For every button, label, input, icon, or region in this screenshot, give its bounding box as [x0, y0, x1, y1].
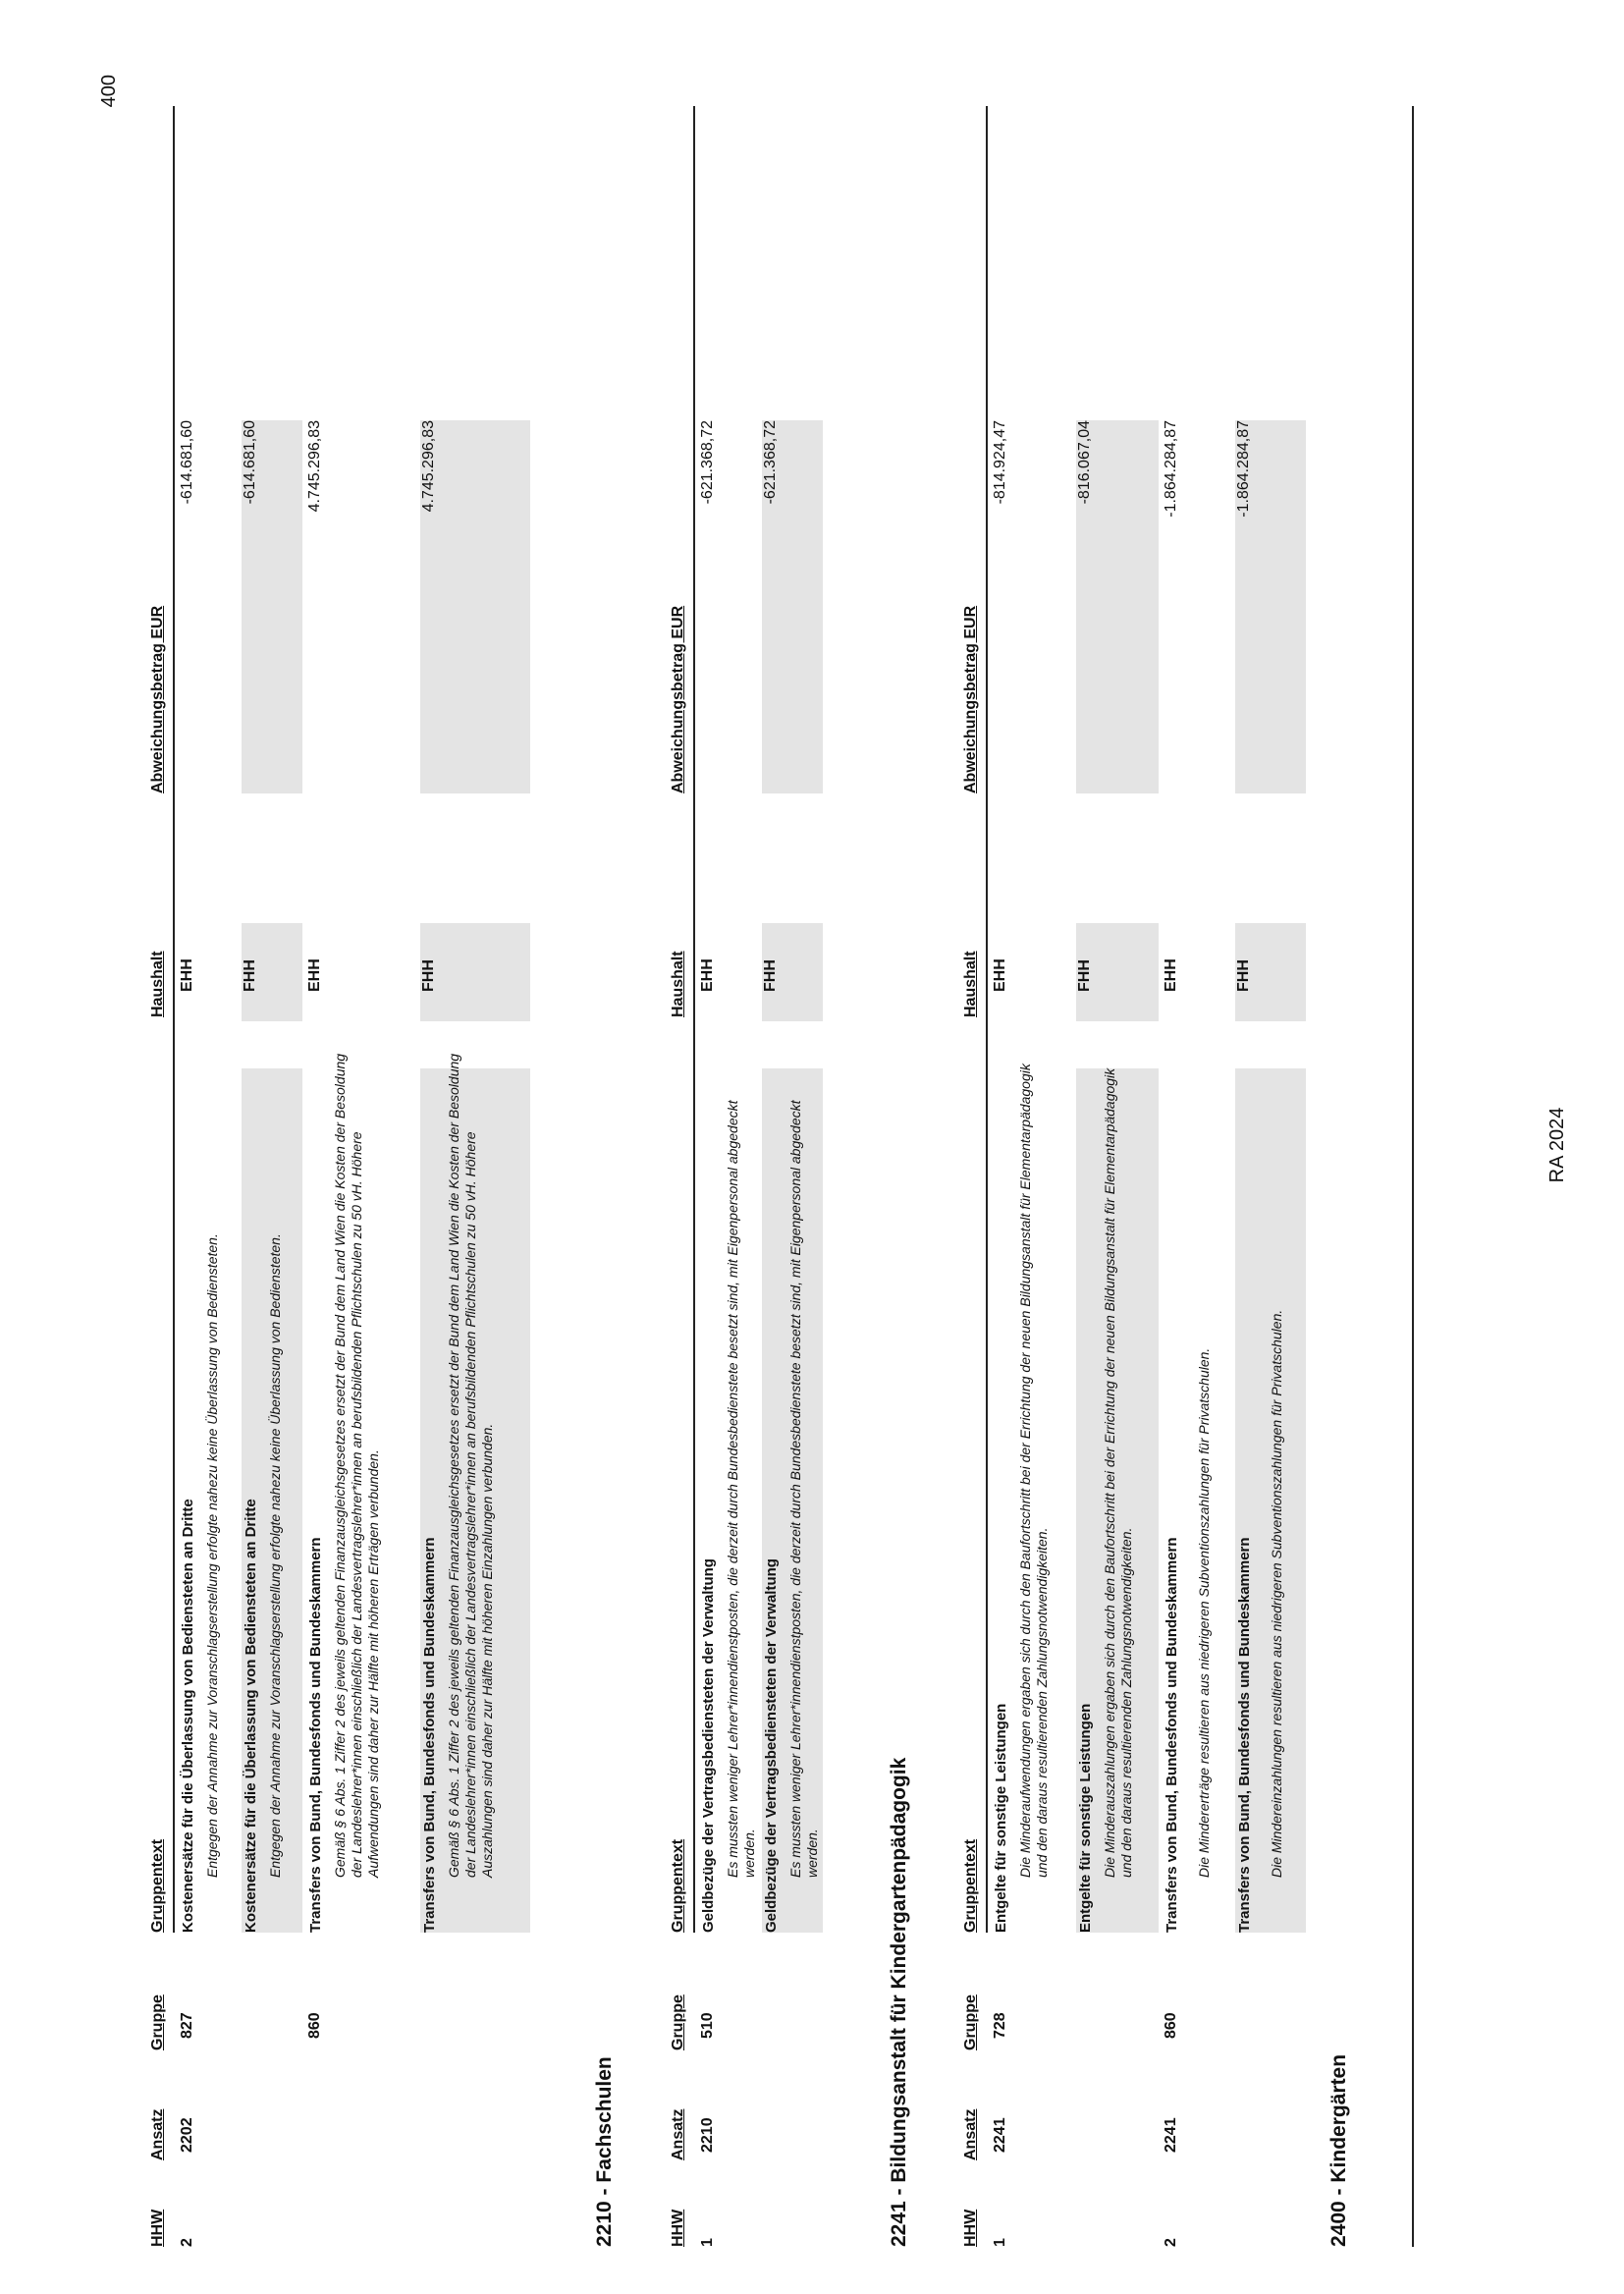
ansatz-value: 2241 — [992, 2117, 1008, 2153]
amount-value: 4.745.296,83 — [306, 420, 323, 513]
ansatz-value: 2241 — [1163, 2117, 1179, 2153]
haushalt-value: EHH — [992, 958, 1008, 992]
table-row — [1235, 106, 1306, 2247]
col-abweichung: Abweichungsbetrag EUR — [670, 605, 686, 793]
gruppe-value: 827 — [179, 2012, 195, 2039]
group-title: Entgelte für sonstige Leistungen — [1077, 1703, 1094, 1933]
haushalt-value: FHH — [1235, 959, 1252, 992]
haushalt-value: EHH — [699, 958, 716, 992]
group-title: Transfers von Bund, Bundesfonds und Bundeskammern — [307, 1537, 324, 1933]
col-abweichung: Abweichungsbetrag EUR — [962, 605, 979, 793]
header-rule — [173, 106, 175, 1933]
header-rule — [693, 106, 695, 1933]
col-hhw: HHW — [149, 2209, 166, 2247]
group-explanation: Entgegen der Annahme zur Voranschlagserstellung erfolgte nahezu keine Überlassung von Bediensteten. — [204, 1233, 220, 1878]
table-row — [762, 106, 823, 2247]
group-explanation: Die Mindereinzahlungen resultieren aus niedrigeren Subventionszahlungen für Privatschulen. — [1269, 1309, 1284, 1878]
haushalt-value: FHH — [242, 959, 258, 992]
amount-value: -814.924,47 — [992, 420, 1008, 505]
group-explanation: Gemäß § 6 Abs. 1 Ziffer 2 des jeweils geltenden Finanzausgleichsgesetzes ersetzt der Bund dem Land Wien die Kosten der Besoldung der Landeslehrer*innen einschließlich der Landesvertragslehrer*innen an berufsbildenden Pflichtschulen zu 50 vH. Höhere Aufwendungen sind daher zur Hälfte mit höheren Erträgen verbunden. — [332, 1053, 381, 1878]
group-title: Kostenersätze für die Überlassung von Bediensteten an Dritte — [180, 1499, 196, 1933]
group-title: Transfers von Bund, Bundesfonds und Bundeskammern — [1236, 1537, 1253, 1933]
haushalt-value: EHH — [179, 958, 195, 992]
page-number: 400 — [98, 75, 120, 108]
table-row — [306, 106, 416, 2247]
header-rule — [986, 106, 988, 1933]
col-haushalt: Haushalt — [670, 951, 686, 1017]
haushalt-value: FHH — [1076, 959, 1093, 992]
haushalt-value: EHH — [306, 958, 323, 992]
amount-value: -1.864.284,87 — [1235, 420, 1252, 518]
gruppe-value: 860 — [306, 2012, 323, 2039]
amount-value: -621.368,72 — [762, 420, 779, 505]
group-explanation: Gemäß § 6 Abs. 1 Ziffer 2 des jeweils geltenden Finanzausgleichsgesetzes ersetzt der Bund dem Land Wien die Kosten der Besoldung der Landeslehrer*innen einschließlich der Landesvertragslehrer*innen an berufsbildenden Pflichtschulen zu 50 vH. Höhere Auszahlungen sind daher zur Hälfte mit höheren Einzahlungen verbunden. — [446, 1053, 495, 1878]
col-abweichung: Abweichungsbetrag EUR — [149, 605, 166, 793]
group-explanation: Es mussten weniger Lehrer*innendienstposten, die derzeit durch Bundesbedienstete besetzt sind, mit Eigenpersonal abgedeckt werden. — [787, 1100, 820, 1878]
section-title-2210: 2210 - Fachschulen — [593, 2056, 616, 2247]
table-row — [242, 106, 302, 2247]
amount-value: -816.067,04 — [1076, 420, 1093, 505]
group-title: Geldbezüge der Vertragsbediensteten der Verwaltung — [700, 1558, 717, 1933]
group-explanation: Die Mindererträge resultieren aus niedrigeren Subventionszahlungen für Privatschulen. — [1196, 1347, 1212, 1878]
table-row — [179, 106, 240, 2247]
group-explanation: Entgegen der Annahme zur Voranschlagserstellung erfolgte nahezu keine Überlassung von Bediensteten. — [267, 1233, 283, 1878]
section-rule — [1412, 106, 1414, 2247]
table-row — [699, 106, 760, 2247]
hhw-value: 2 — [1163, 2238, 1179, 2247]
haushalt-value: FHH — [762, 959, 779, 992]
hhw-value: 2 — [179, 2238, 195, 2247]
table-row — [1163, 106, 1233, 2247]
section-title-2400: 2400 - Kindergärten — [1327, 2053, 1350, 2247]
group-title: Transfers von Bund, Bundesfonds und Bundeskammern — [421, 1537, 438, 1933]
col-gruppe: Gruppe — [149, 1994, 166, 2050]
col-ansatz: Ansatz — [670, 2108, 686, 2160]
hhw-value: 1 — [699, 2238, 716, 2247]
hhw-value: 1 — [992, 2238, 1008, 2247]
group-explanation: Die Minderauszahlungen ergaben sich durch den Baufortschritt bei der Errichtung der neuen Bildungsanstalt für Elementarpädagogik und den daraus resultierenden Zahlungsnotwendigkeiten. — [1102, 1067, 1134, 1878]
group-explanation: Es mussten weniger Lehrer*innendienstposten, die derzeit durch Bundesbedienstete besetzt sind, mit Eigenpersonal abgedeckt werden. — [725, 1100, 757, 1878]
footer-label: RA 2024 — [1546, 1107, 1568, 1183]
col-gruppentext: Gruppentext — [670, 1838, 686, 1933]
table-row — [420, 106, 530, 2247]
gruppe-value: 860 — [1163, 2012, 1179, 2039]
haushalt-value: EHH — [1163, 958, 1179, 992]
group-title: Transfers von Bund, Bundesfonds und Bundeskammern — [1164, 1537, 1180, 1933]
col-gruppentext: Gruppentext — [962, 1838, 979, 1933]
col-ansatz: Ansatz — [149, 2108, 166, 2160]
ansatz-value: 2202 — [179, 2117, 195, 2153]
group-title: Geldbezüge der Vertragsbediensteten der Verwaltung — [763, 1558, 780, 1933]
col-haushalt: Haushalt — [149, 951, 166, 1017]
col-hhw: HHW — [962, 2209, 979, 2247]
gruppe-value: 510 — [699, 2012, 716, 2039]
amount-value: 4.745.296,83 — [420, 420, 437, 513]
col-haushalt: Haushalt — [962, 951, 979, 1017]
amount-value: -621.368,72 — [699, 420, 716, 505]
group-explanation: Die Minderaufwendungen ergaben sich durch den Baufortschritt bei der Errichtung der neuen Bildungsanstalt für Elementarpädagogik und den daraus resultierenden Zahlungsnotwendigkeiten. — [1017, 1064, 1050, 1878]
group-title: Entgelte für sonstige Leistungen — [993, 1703, 1009, 1933]
ansatz-value: 2210 — [699, 2117, 716, 2153]
col-gruppe: Gruppe — [962, 1994, 979, 2050]
col-ansatz: Ansatz — [962, 2108, 979, 2160]
section-title-2241: 2241 - Bildungsanstalt für Kindergartenpädagogik — [888, 1757, 910, 2247]
amount-value: -614.681,60 — [242, 420, 258, 505]
haushalt-value: FHH — [420, 959, 437, 992]
gruppe-value: 728 — [992, 2012, 1008, 2039]
col-gruppe: Gruppe — [670, 1994, 686, 2050]
group-title: Kostenersätze für die Überlassung von Bediensteten an Dritte — [243, 1499, 259, 1933]
table-row — [1076, 106, 1159, 2247]
table-row — [992, 106, 1074, 2247]
col-gruppentext: Gruppentext — [149, 1838, 166, 1933]
amount-value: -1.864.284,87 — [1163, 420, 1179, 518]
col-hhw: HHW — [670, 2209, 686, 2247]
amount-value: -614.681,60 — [179, 420, 195, 505]
